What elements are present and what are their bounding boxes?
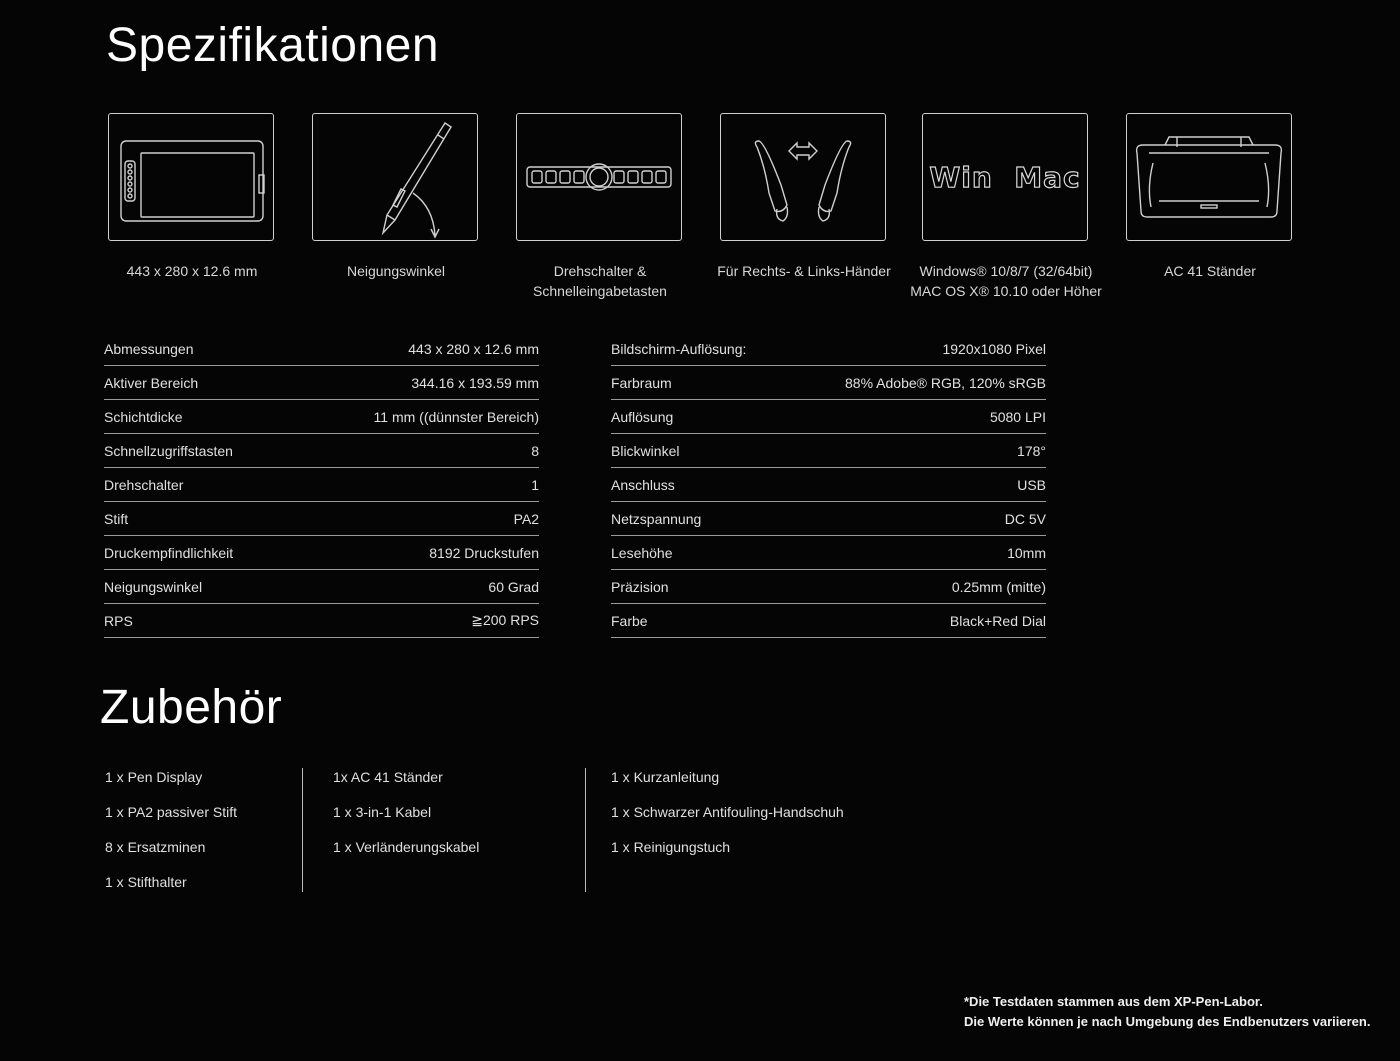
accessories-column-2 — [333, 766, 479, 871]
spec-row — [104, 502, 539, 536]
spec-value: 10mm — [1007, 544, 1046, 561]
pen-tilt-icon — [312, 113, 478, 241]
spec-value: 0.25mm (mitte) — [951, 578, 1046, 595]
spec-label: Stift — [104, 510, 129, 527]
spec-label: Schnellzugriffstasten — [104, 442, 233, 459]
spec-row — [611, 536, 1046, 570]
icon-caption-dial: Drehschalter & Schnelleingabetasten — [533, 263, 667, 299]
spec-row — [104, 570, 539, 604]
spec-row — [611, 366, 1046, 400]
icon-caption-os: Windows® 10/8/7 (32/64bit) MAC OS X® 10.10 oder Höher — [910, 263, 1102, 299]
spec-value: 344.16 x 193.59 mm — [411, 374, 539, 391]
spec-value: 88% Adobe® RGB, 120% sRGB — [845, 374, 1046, 391]
win-label: Win — [929, 160, 993, 194]
win-mac-icon — [922, 113, 1088, 241]
spec-row — [611, 604, 1046, 638]
column-divider — [585, 768, 586, 892]
spec-value: 11 mm ((dünnster Bereich) — [373, 408, 539, 425]
spec-label: Präzision — [611, 578, 669, 595]
spec-label: RPS — [104, 612, 133, 629]
footnote-line-2: Die Werte können je nach Umgebung des Endbenutzers variieren. — [964, 1014, 1371, 1029]
spec-value: 60 Grad — [488, 578, 539, 595]
spec-label: Aktiver Bereich — [104, 374, 199, 391]
spec-value: Black+Red Dial — [949, 612, 1046, 629]
list-item: 1 x Schwarzer Antifouling-Handschuh — [611, 804, 844, 820]
spec-row — [104, 536, 539, 570]
spec-value: 1920x1080 Pixel — [942, 340, 1046, 357]
spec-label: Drehschalter — [104, 476, 184, 493]
spec-row — [611, 332, 1046, 366]
spec-value: 8 — [531, 442, 539, 459]
feature-icons — [0, 113, 1400, 313]
spec-label: Netzspannung — [611, 510, 702, 527]
list-item: 1 x Kurzanleitung — [611, 769, 720, 785]
spec-label: Neigungswinkel — [104, 578, 203, 595]
spec-table-right — [611, 332, 1046, 638]
spec-row — [104, 332, 539, 366]
list-item: 1 x PA2 passiver Stift — [105, 804, 238, 820]
accessories-title: Zubehör — [100, 681, 283, 734]
spec-label: Schichtdicke — [104, 408, 183, 425]
spec-label: Lesehöhe — [611, 544, 673, 561]
spec-row — [104, 468, 539, 502]
list-item: 1 x Pen Display — [105, 769, 203, 785]
dial-keys-icon — [516, 113, 682, 241]
spec-value: 8192 Druckstufen — [429, 544, 539, 561]
spec-row — [611, 434, 1046, 468]
mac-label: Mac — [1014, 160, 1081, 194]
spec-row — [104, 604, 539, 638]
spec-label: Blickwinkel — [611, 442, 680, 459]
spec-value: 443 x 280 x 12.6 mm — [408, 340, 539, 357]
spec-value: DC 5V — [1004, 510, 1046, 527]
spec-row — [611, 502, 1046, 536]
spec-row — [611, 570, 1046, 604]
spec-row — [611, 400, 1046, 434]
icon-caption-hands: Für Rechts- & Links-Händer — [717, 263, 891, 279]
spec-value: 5080 LPI — [989, 408, 1046, 425]
icon-caption-tilt: Neigungswinkel — [346, 263, 446, 279]
spec-row — [104, 366, 539, 400]
spec-row — [104, 400, 539, 434]
spec-table-left — [104, 332, 539, 638]
stand-icon — [1126, 113, 1292, 241]
spec-value: ≧200 RPS — [471, 612, 539, 628]
spec-title: Spezifikationen — [106, 19, 440, 72]
list-item: 1 x Stifthalter — [105, 874, 187, 890]
column-divider — [302, 768, 303, 892]
spec-value: 178° — [1017, 442, 1046, 459]
footnote — [964, 992, 1370, 1032]
list-item: 8 x Ersatzminen — [105, 839, 206, 855]
spec-label: Bildschirm-Auflösung: — [611, 340, 747, 357]
icon-caption-stand: AC 41 Ständer — [1164, 263, 1256, 279]
spec-label: Anschluss — [611, 476, 675, 493]
list-item: 1x AC 41 Ständer — [333, 769, 443, 785]
spec-label: Druckempfindlichkeit — [104, 544, 234, 561]
list-item: 1 x Verländerungskabel — [333, 839, 480, 855]
spec-label: Farbraum — [611, 374, 672, 391]
list-item: 1 x 3-in-1 Kabel — [333, 804, 432, 820]
spec-label: Abmessungen — [104, 340, 194, 357]
list-item: 1 x Reinigungstuch — [611, 839, 731, 855]
spec-row — [611, 468, 1046, 502]
left-right-hand-icon — [720, 113, 886, 241]
spec-value: USB — [1017, 476, 1046, 493]
icon-caption-dimensions: 443 x 280 x 12.6 mm — [126, 263, 258, 279]
spec-value: PA2 — [513, 510, 539, 527]
accessories-column-3 — [611, 766, 844, 871]
spec-value: 1 — [531, 476, 539, 493]
spec-row — [104, 434, 539, 468]
accessories-column-1 — [105, 766, 237, 906]
spec-label: Farbe — [611, 612, 648, 629]
footnote-line-1: *Die Testdaten stammen aus dem XP-Pen-Labor. — [964, 994, 1263, 1009]
pen-display-icon — [108, 113, 274, 241]
spec-label: Auflösung — [611, 408, 674, 425]
